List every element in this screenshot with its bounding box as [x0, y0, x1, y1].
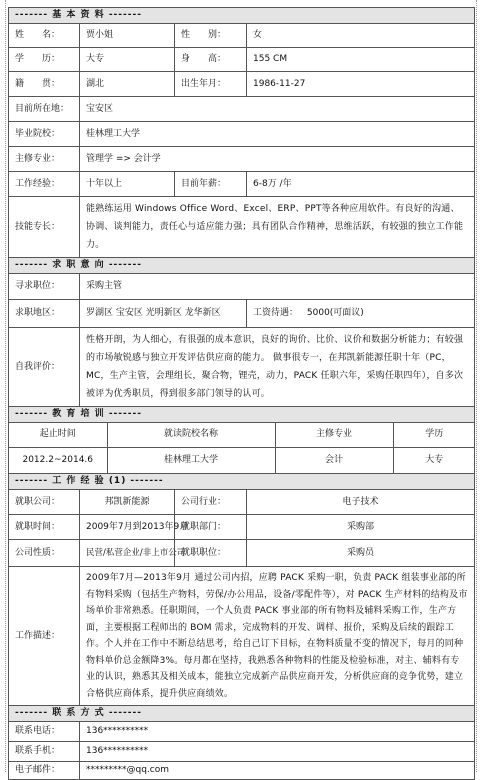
table-row: [9, 447, 475, 473]
pay-label: 工资待遇：: [253, 308, 299, 318]
education-level-value: 大专: [80, 48, 175, 72]
company-value: [80, 490, 175, 515]
resume-document: [8, 7, 474, 780]
section-header-education: ------- 教 育 培 训 -------: [9, 407, 475, 423]
birth-label: 出生年月：: [175, 72, 247, 97]
industry-label: 公司行业：: [175, 490, 247, 515]
job-description-label: 工作描述：: [9, 567, 80, 706]
name-label: 姓 名：: [9, 24, 80, 48]
target-position-label: 寻求职位：: [9, 274, 80, 300]
salary-value: 6-8万 /年: [247, 172, 475, 197]
birth-value: 1986-11-27: [247, 72, 475, 97]
edu-col-school: 就读院校名称: [107, 423, 275, 447]
education-table-cell: [9, 423, 475, 474]
origin-label: 籍 贯：: [9, 72, 80, 97]
company-label: 就职公司：: [9, 490, 80, 515]
location-label: 目前所在地：: [9, 97, 80, 122]
edu-col-degree: 学历: [393, 423, 475, 447]
page-margin-left: [0, 0, 6, 772]
education-table: [9, 423, 475, 473]
industry-value: 电子技术: [247, 490, 475, 515]
work-period-label: 就职时间：: [9, 515, 80, 540]
company-type-label: 公司性质：: [9, 540, 80, 567]
job-title-value: 采购员: [247, 540, 475, 567]
pay-cell: [247, 300, 475, 328]
gender-value: 女: [247, 24, 475, 48]
origin-value: 湖北: [80, 72, 175, 97]
school-label: 毕业院校：: [9, 122, 80, 147]
target-position-value: 采购主管: [80, 274, 475, 300]
resume-table: [8, 7, 475, 780]
section-header-contact: ------- 联 系 方 式 -------: [9, 706, 475, 722]
major-label: 主修专业：: [9, 147, 80, 172]
experience-value: 十年以上: [80, 172, 175, 197]
gender-label: 性 别：: [175, 24, 247, 48]
page-margin-right: [476, 0, 482, 772]
edu-col-period: 起止时间: [9, 423, 107, 447]
email-label: 电子邮件：: [9, 762, 80, 780]
target-area-value: 罗湖区 宝安区 光明新区 龙华新区: [80, 300, 247, 328]
phone-label: 联系电话：: [9, 722, 80, 742]
edu-school: 桂林理工大学: [107, 447, 275, 473]
salary-label: 目前年薪：: [175, 172, 247, 197]
phone-value: 136**********: [80, 722, 475, 742]
height-value: 155 CM: [247, 48, 475, 72]
work-period-value: 2009年7月到2013年9月: [80, 515, 175, 540]
experience-label: 工作经验：: [9, 172, 80, 197]
height-label: 身 高：: [175, 48, 247, 72]
edu-degree: 大专: [393, 447, 475, 473]
section-header-work: ------- 工 作 经 验 (1) -------: [9, 474, 475, 490]
section-header-basic: ------- 基 本 资 料 -------: [9, 8, 475, 24]
email-value: *********@qq.com: [80, 762, 475, 780]
job-title-label: 就职职位：: [175, 540, 247, 567]
skills-label: 技能专长：: [9, 197, 80, 258]
job-description-value: 2009年7月—2013年9月 通过公司内招，应聘 PACK 采购一职，负责 PACK 组装事业部的所有物料采购（包括生产物料，劳保/办公用品，设备/零配件等），对 PACK 生产材料的结构及市场单价非常熟悉。任职期间，一个人负责 PACK 事业部的所有物料及辅料采购工作，生产方面，主要根据工程师出的 BOM 需求，完成物料的开发、调样、报价，采购及后续的跟踪工作。个人并在工作中不断总结思考，给自己订下目标，在物料质量不变的情况下，每月的同种物料单价总金额降3%。每月都在坚持，我熟悉各种物料的性能及检验标准，对主、辅料有专业的认识，熟悉其及相关成本，能独立完成新产品供应商开发，分析供应商的竞争优势，建立合格供应商体系，提升供应商绩效。: [80, 567, 475, 706]
education-level-label: 学 历：: [9, 48, 80, 72]
edu-col-major: 主修专业: [275, 423, 393, 447]
major-value: 管理学 => 会计学: [80, 147, 475, 172]
mobile-label: 联系手机：: [9, 742, 80, 762]
skills-value: 能熟练运用 Windows Office Word、Excel、ERP、PPT等各种应用软件。有良好的沟通、协调、谈判能力，责任心与适应能力强；具有团队合作精神，思维活跃，有较强的独立工作能力。: [80, 197, 475, 258]
department-value: 采购部: [247, 515, 475, 540]
edu-period: 2012.2~2014.6: [9, 447, 107, 473]
company-type-value: 民营/私营企业/非上市公司: [80, 540, 175, 567]
name-value: 贾小姐: [80, 24, 175, 48]
pay-value: 5000(可面议): [306, 308, 364, 318]
company-name: 邦凯新能源: [104, 496, 150, 507]
department-label: 就职部门：: [175, 515, 247, 540]
mobile-value: 136**********: [80, 742, 475, 762]
school-value: 桂林理工大学: [80, 122, 475, 147]
self-evaluation-label: 自我评价：: [9, 328, 80, 407]
self-evaluation-value: 性格开朗，为人细心，有很强的成本意识，良好的询价、比价、议价和数据分析能力；有较强的市场敏锐感与独立开发评估供应商的能力。 做事很专一，在邦凯新能源任职十年（PC，MC，生产主管，会理组长，聚合物，锂壳，动力，PACK 任职六年，采购任职四年），自多次被评为优秀职员，得到很多部门领导的认可。: [80, 328, 475, 407]
edu-major: 会计: [275, 447, 393, 473]
location-value: 宝安区: [80, 97, 475, 122]
target-area-label: 求职地区：: [9, 300, 80, 328]
section-header-intent: ------- 求 职 意 向 -------: [9, 258, 475, 274]
